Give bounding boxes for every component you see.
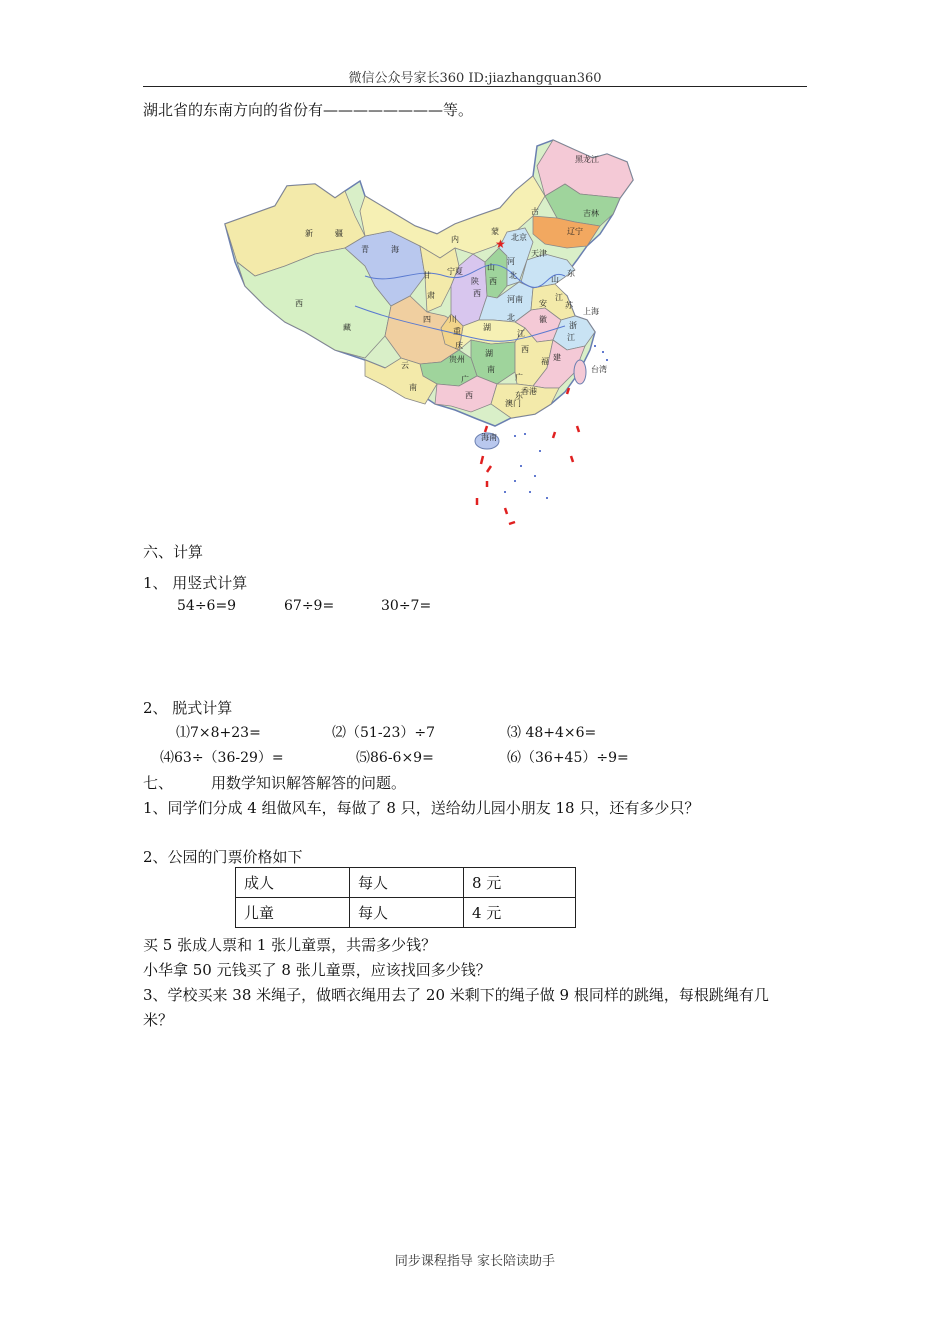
vertical-calc-item: 54÷6=9 bbox=[177, 598, 237, 614]
map-capital-star: ★ bbox=[495, 237, 506, 251]
step-calc-item: ⑹（36+45）÷9= bbox=[507, 750, 629, 766]
vertical-calc-item: 67÷9= bbox=[284, 598, 335, 614]
table-row bbox=[236, 898, 576, 928]
map-province-label: 江 bbox=[567, 333, 575, 342]
map-province-label: 浙 bbox=[569, 321, 577, 330]
map-province-label: 吉林 bbox=[583, 209, 599, 218]
map-province-label: 新 bbox=[305, 229, 313, 238]
table-row bbox=[236, 868, 576, 898]
section6-sub2-label: 2、 脱式计算 bbox=[143, 699, 233, 717]
map-province-label: 山 bbox=[487, 263, 495, 272]
map-province-label: 天津 bbox=[531, 249, 547, 258]
map-province-label: 徽 bbox=[539, 315, 547, 324]
table-cell: 8 元 bbox=[464, 868, 576, 898]
map-province-label: 西 bbox=[489, 277, 497, 286]
map-province-label: 肃 bbox=[427, 291, 435, 300]
map-province-label: 江 bbox=[555, 293, 563, 302]
map-province-label: 蒙 bbox=[491, 227, 499, 236]
step-calc-item: ⑶ 48+4×6= bbox=[507, 725, 597, 741]
map-province-label: 南 bbox=[487, 365, 495, 374]
map-province-label: 北 bbox=[509, 271, 517, 280]
map-province-label: 西 bbox=[295, 299, 303, 308]
map-province-label: 西 bbox=[473, 289, 481, 298]
section7-title: 用数学知识解答解答的问题。 bbox=[211, 774, 407, 792]
map-province-label: 广 bbox=[461, 375, 469, 384]
map-province-label: 北京 bbox=[511, 233, 527, 242]
map-province-label: 澳门 bbox=[505, 399, 521, 408]
china-province-map bbox=[215, 136, 640, 534]
map-taiwan bbox=[574, 360, 586, 384]
question-1: 1、同学们分成 4 组做风车，每做了 8 只，送给幼儿园小朋友 18 只，还有多少只？ bbox=[143, 799, 700, 817]
map-province-label: 河南 bbox=[507, 295, 523, 304]
map-province-label: 贵州 bbox=[449, 355, 465, 364]
question-2a: 买 5 张成人票和 1 张儿童票，共需多少钱？ bbox=[143, 936, 437, 954]
map-province-label: 建 bbox=[553, 353, 561, 362]
section6-sub1-label: 1、 用竖式计算 bbox=[143, 574, 248, 592]
table-cell: 儿童 bbox=[236, 898, 350, 928]
map-province-label: 苏 bbox=[565, 301, 573, 310]
vertical-calc-item: 30÷7= bbox=[381, 598, 432, 614]
map-province-label: 辽宁 bbox=[567, 227, 583, 236]
table-cell: 4 元 bbox=[464, 898, 576, 928]
ticket-price-table bbox=[235, 867, 576, 928]
map-province-label: 东 bbox=[515, 391, 523, 400]
map-province-label: 甘 bbox=[423, 271, 431, 280]
map-province-label: 四 bbox=[423, 315, 431, 324]
map-question: 湖北省的东南方向的省份有————————等。 bbox=[143, 101, 474, 119]
map-province-label: 青 bbox=[361, 245, 369, 254]
step-calc-item: ⑵（51-23）÷7 bbox=[332, 725, 435, 741]
map-province-label: 广 bbox=[515, 373, 523, 382]
table-cell: 成人 bbox=[236, 868, 350, 898]
page-header: 微信公众号家长360 ID:jiazhangquan360 bbox=[348, 71, 602, 86]
map-province-label: 重 bbox=[453, 327, 461, 336]
step-calc-item: ⑷63÷（36-29）= bbox=[160, 750, 284, 766]
map-province-label: 北 bbox=[507, 313, 515, 322]
question-3-line2: 米？ bbox=[143, 1011, 174, 1029]
question-3-line1: 3、学校买来 38 米绳子，做晒衣绳用去了 20 米剩下的绳子做 9 根同样的跳绳，每根跳绳有几 bbox=[143, 986, 769, 1004]
map-province-label: 藏 bbox=[343, 323, 351, 332]
map-province-label: 黑龙江 bbox=[575, 155, 599, 164]
map-province-label: 台湾 bbox=[591, 365, 607, 374]
map-heilongjiang bbox=[537, 140, 633, 198]
section6-title: 六、计算 bbox=[143, 543, 204, 561]
map-province-label: 海 bbox=[391, 245, 399, 254]
table-cell: 每人 bbox=[350, 898, 464, 928]
header-rule bbox=[143, 86, 807, 87]
map-province-label: 云 bbox=[401, 361, 409, 370]
map-province-label: 陕 bbox=[471, 277, 479, 286]
map-province-label: 南 bbox=[409, 383, 417, 392]
map-province-label: 东 bbox=[567, 269, 575, 278]
step-calc-item: ⑸86-6×9= bbox=[356, 750, 434, 766]
page-footer: 同步课程指导 家长陪读助手 bbox=[394, 1254, 556, 1269]
map-province-label: 福 bbox=[541, 357, 549, 366]
map-province-label: 江 bbox=[517, 329, 525, 338]
map-province-label: 川 bbox=[449, 315, 457, 324]
section7-number: 七、 bbox=[143, 774, 174, 792]
map-province-label: 河 bbox=[507, 257, 515, 266]
map-province-label: 西 bbox=[465, 391, 473, 400]
map-province-label: 海南 bbox=[481, 433, 497, 442]
map-province-label: 宁夏 bbox=[447, 267, 463, 276]
table-cell: 每人 bbox=[350, 868, 464, 898]
question-2: 2、公园的门票价格如下 bbox=[143, 848, 303, 866]
question-2b: 小华拿 50 元钱买了 8 张儿童票，应该找回多少钱？ bbox=[143, 961, 491, 979]
step-calc-item: ⑴7×8+23= bbox=[176, 725, 261, 741]
map-province-label: 疆 bbox=[335, 229, 343, 238]
map-province-label: 香港 bbox=[521, 387, 537, 396]
map-province-label: 山 bbox=[551, 275, 559, 284]
map-province-label: 古 bbox=[531, 207, 539, 216]
map-province-label: 上海 bbox=[583, 307, 599, 316]
map-province-label: 庆 bbox=[455, 341, 463, 350]
map-province-label: 湖 bbox=[485, 349, 493, 358]
map-province-label: 安 bbox=[539, 299, 547, 308]
map-province-label: 内 bbox=[451, 235, 459, 244]
map-province-label: 西 bbox=[521, 345, 529, 354]
map-province-label: 湖 bbox=[483, 323, 491, 332]
